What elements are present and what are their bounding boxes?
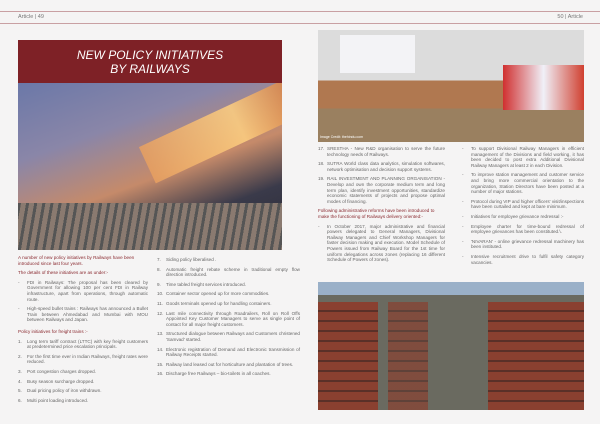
header-rule-bottom — [0, 23, 600, 24]
bullet-item: FDI in Railways: The proposal has been cleared by Government for allowing 100 per cent FDI in Railway infrastructure, apart from operations, through automatic route. — [27, 279, 148, 302]
list-number: 15. — [157, 361, 164, 367]
admin-item: In October 2017, major administrative and financial powers delegated to General Managers, Divisional Railway Managers and Chief Workshop Managers for faster decision making and execution. Model Schedule of Powers issued from Railway Board for the 1st time for uniform delegations across zones (replacing 16 different Schedule of Powers of zones). — [327, 223, 445, 263]
list-item — [462, 199, 584, 210]
list-number: 8. — [157, 266, 161, 272]
freight-heading: Policy initiatives for freight trains :- — [18, 328, 88, 334]
list-text: Discharge free Railways – bio-toilets in all coaches. — [166, 371, 271, 377]
list-item — [157, 257, 300, 263]
list-text: RAIL INVESTMENT AND PLANNING ORGANISATION - Develop and own the corporate medium term and long term plan, identify investment opportunities, standardize economic statements of projects and propose optimal modes of financing. — [327, 176, 445, 204]
list-number: 10. — [157, 291, 164, 297]
list-text: Railway land leased out for horticulture and plantation of trees. — [166, 361, 294, 367]
list-text: Electronic registration of Demand and Electronic transmission of Railway Receipts started. — [166, 346, 300, 358]
right-column-1: 17. SRESTHA - New R&D organisation to serve the future technology needs of Railways. 18. SUTRA World class data analytics, simulation softwares, network optimisation and decision support systems. 19. RAIL INVESTMENT AND PLANNING ORGANISATION - Develop and own the corporate medium term and long term plan, identify investment opportunities, standardize economic statements of projects and propose optimal modes of financing. Following administrative reforms have been introduced to make the functioning of Railways delivery oriented:- - In October 2017, major administrative and financial powers delegated to General Managers, Divisional Railway Managers and Chief Workshop Managers for faster decision making and execution. Model Schedule of Powers issued from Railway Board for the 1st time for uniform delegations across zones (replacing 16 different Schedule of Powers of zones). — [318, 146, 445, 263]
list-text: Structured dialogue between Railways and Customers christened 'Samvad' started. — [166, 331, 300, 342]
list-item — [462, 146, 584, 168]
list-item — [462, 239, 584, 250]
list-text: Busy season surcharge dropped. — [27, 378, 95, 384]
list-text: Goods terminals opened up for handling containers. — [166, 300, 272, 306]
list-text: Time tabled freight services introduced. — [166, 281, 247, 287]
list-text: Protocol during VIP and higher officers' visit/inspections have been curtailed and kept at bare minimum. — [471, 198, 584, 210]
title-line-1: NEW POLICY INITIATIVES — [76, 48, 224, 62]
list-text: Multi point loading introduced. — [27, 397, 89, 403]
list-number: 19. — [318, 176, 325, 182]
list-text: Employee charter for time-bound redressal of employee grievances has been constituted.\. — [471, 223, 584, 235]
list-text: For the first time ever in Indian Railways, freight rates were reduced. — [27, 353, 148, 365]
list-number: - — [462, 238, 464, 244]
list-number: 1. — [18, 338, 22, 344]
list-number: 4. — [18, 378, 22, 384]
article-title — [18, 40, 282, 83]
photo-caption: Image Credit: thehindu.com — [320, 135, 363, 139]
list-item — [157, 291, 300, 297]
list-number: 13. — [157, 331, 164, 337]
list-item — [157, 282, 300, 288]
list-text: SRESTHA - New R&D organisation to serve the future technology needs of Railways. — [327, 146, 445, 157]
list-item — [318, 146, 445, 157]
list-number: 12. — [157, 310, 164, 316]
list-number: - — [462, 253, 464, 259]
list-item — [157, 331, 300, 342]
list-number: 6. — [18, 397, 22, 403]
details-heading: The details of these initiatives are as under:- — [18, 270, 109, 276]
list-item — [157, 347, 300, 358]
page-number-right: 50 | Article — [557, 14, 583, 20]
list-number: - — [462, 146, 464, 151]
right-column-2 — [462, 146, 584, 269]
list-item — [318, 176, 445, 204]
list-text: Siding policy liberalised . — [166, 257, 217, 262]
header-rule-top — [0, 11, 600, 12]
meeting-photo — [318, 30, 584, 142]
list-number: 14. — [157, 346, 164, 352]
list-number: 7. — [157, 257, 161, 262]
list-item — [157, 311, 300, 328]
list-item — [18, 388, 148, 394]
list-text: Container sector opened up for more commodities. — [166, 291, 270, 297]
list-number: 3. — [18, 368, 22, 374]
list-text: Initiatives for employee grievance redressal :- — [471, 213, 564, 219]
list-item — [18, 339, 148, 350]
freight-yard-photo — [318, 282, 584, 410]
list-number: - — [462, 213, 464, 219]
list-number: 11. — [157, 300, 164, 306]
list-text: Automatic freight rebate scheme in traditional empty flow direction introduced. — [166, 266, 300, 278]
list-text: To improve station management and customer service and bring more commercial orientation to the organization, Station Directors have been posted at a number of major stations. — [471, 172, 584, 195]
admin-heading: Following administrative reforms have been introduced to make the functioning of Railways delivery oriented:- — [318, 208, 435, 219]
list-number: 2. — [18, 353, 22, 359]
list-item — [18, 369, 148, 375]
list-item — [157, 267, 300, 278]
list-item — [18, 379, 148, 385]
list-item — [462, 224, 584, 235]
list-number: - — [462, 172, 464, 178]
list-item — [157, 301, 300, 307]
list-item — [157, 362, 300, 368]
intro-text: A number of new policy initiatives by Railways have been introduced since last four years. — [18, 255, 135, 266]
train-photo — [18, 83, 282, 250]
list-number: - — [462, 198, 464, 204]
list-item — [462, 172, 584, 194]
list-number: 16. — [157, 371, 164, 377]
list-number: - — [462, 223, 464, 229]
list-text: Long term tariff contract (LTTC) with key freight customers at predetermined price escalation principals. — [27, 338, 148, 350]
list-text: Intensive recruitment drive to fulfil safety category vacancies. — [471, 253, 584, 265]
title-line-2: BY RAILWAYS — [110, 62, 190, 76]
middle-column — [157, 257, 300, 381]
left-column: A number of new policy initiatives by Railways have been introduced since last four years. The details of these initiatives are as under:- - FDI in Railways: The proposal has been cleared by Government for allowing 100 per cent FDI in Railway infrastructure, apart from operations, through automatic route. - High-speed bullet trains : Railways has announced a Bullet Train between Ahmedabad and Mumbai with MOU between Railways and Japan. Policy initiatives for freight trains :- 1. Long term tariff contract (LTTC) with key freight customers at predetermined price escalation principals. 2. For the first time ever in Indian Railways, freight rates were reduced. 3. Port congestion charges dropped. 4. Busy season surcharge dropped. 5. Dual pricing policy of iron withdrawn. 6. Multi point loading introduced. — [18, 255, 148, 403]
list-item — [318, 161, 445, 172]
list-text: 'NIVARAN' - online grievance redressal machinery has been instituted. — [471, 238, 584, 250]
list-item — [18, 354, 148, 365]
list-item — [462, 214, 584, 220]
list-item — [18, 398, 148, 404]
bullet-item: High-speed bullet trains : Railways has announced a Bullet Train between Ahmedabad and Mumbai with MOU between Railways and Japan. — [27, 306, 148, 323]
list-text: Port congestion charges dropped. — [27, 368, 96, 374]
page-number-left: Article | 49 — [18, 14, 44, 20]
list-text: To support Divisional Railway Managers in efficient management of the Divisions and field working, it has been decided to post extra Additional Divisional Railway Managers at least 2 in each Division. — [471, 146, 584, 168]
list-item — [462, 254, 584, 265]
list-text: SUTRA World class data analytics, simulation softwares, network optimisation and decision support systems. — [327, 161, 445, 172]
list-text: Last mile connectivity through Roadrailers, Roll on Roll Offs Appointed Key Customer Managers to serve as single point of contact for all major freight customers. — [166, 310, 300, 327]
list-number: 17. — [318, 146, 325, 151]
list-number: 5. — [18, 388, 22, 394]
list-text: Dual pricing policy of iron withdrawn. — [27, 388, 102, 394]
list-item — [157, 371, 300, 377]
list-number: 9. — [157, 281, 161, 287]
list-number: 18. — [318, 161, 325, 167]
